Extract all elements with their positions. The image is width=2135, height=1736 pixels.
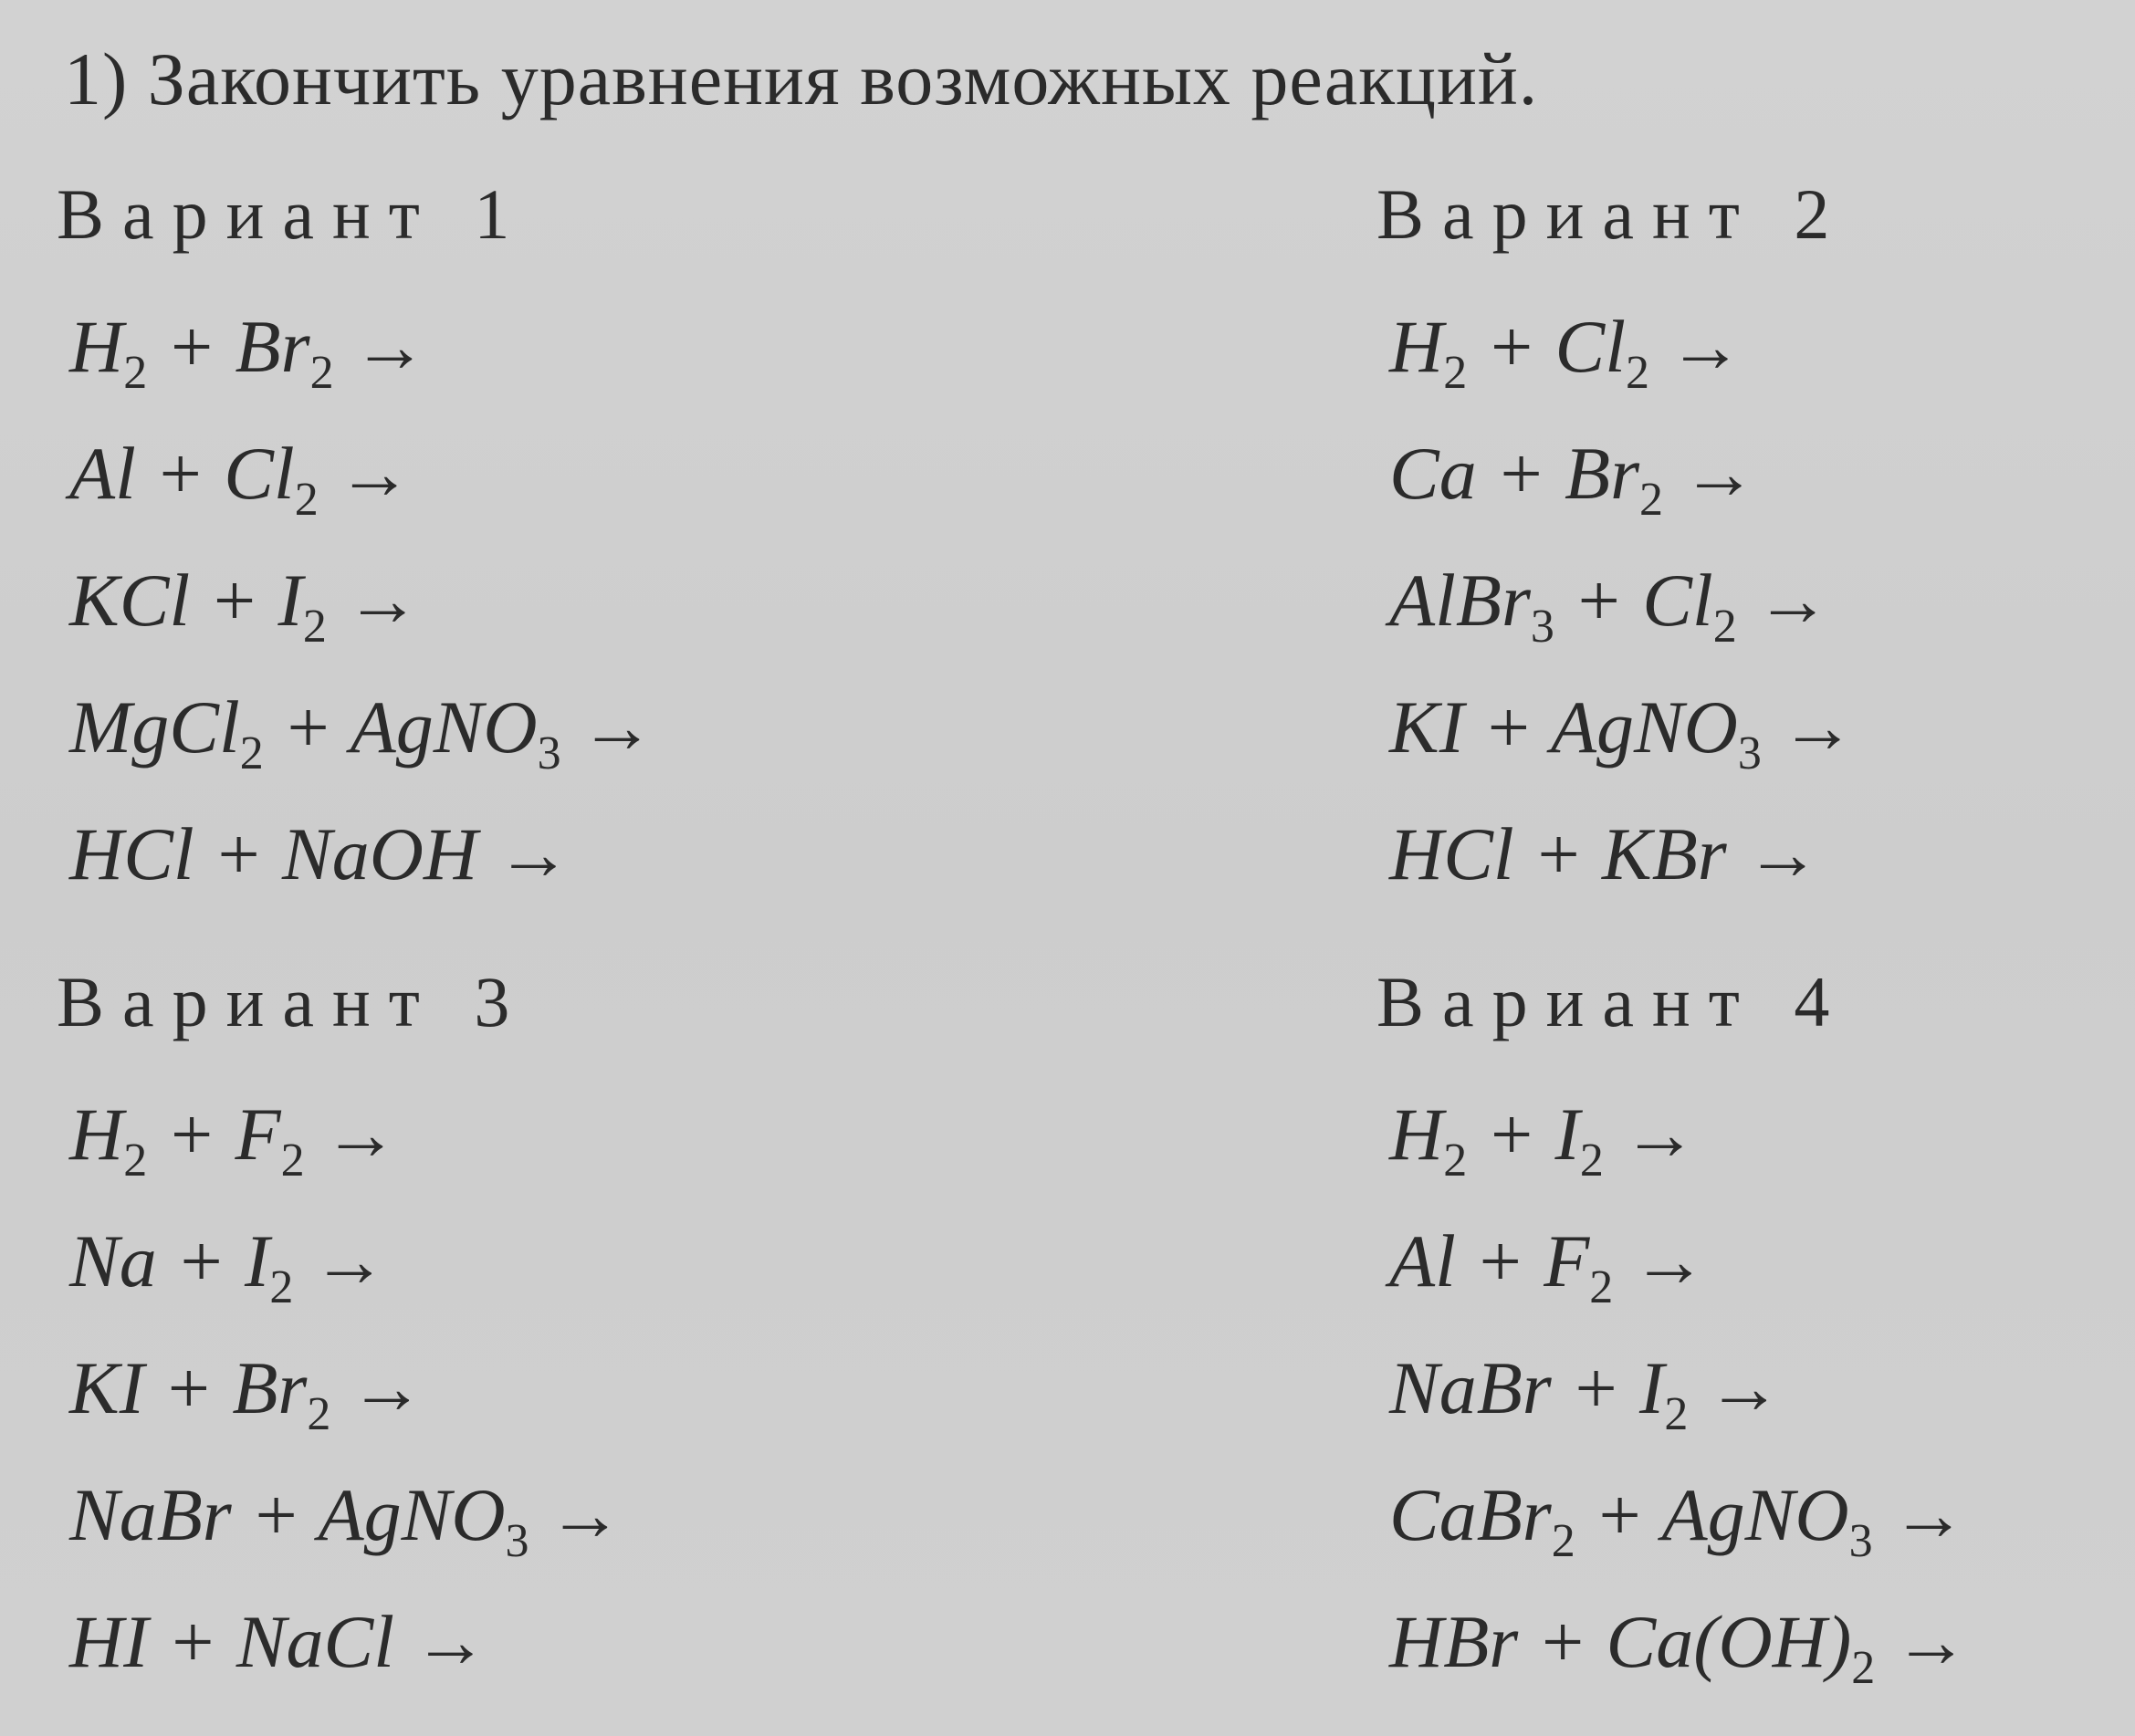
equation: AlBr$_3$ + $Cl_2$ →: [1389, 559, 1831, 654]
equation-list: [57, 1084, 969, 1719]
equation: $H_2 + Cl_2$ →: [1389, 305, 1743, 400]
variant-heading: Вариант 4: [1376, 962, 1848, 1041]
equation: MgCl$_2$ + AgNO$_3$ →: [69, 685, 655, 780]
equation-list: [57, 297, 969, 931]
equation: $Na + I_2$ →: [69, 1219, 387, 1314]
equation: NaBr + $I_2$ →: [1389, 1346, 1782, 1441]
variant-heading: Вариант 3: [57, 962, 529, 1041]
equation: KI + AgNO$_3$ →: [1389, 685, 1856, 780]
equation-list: [1376, 297, 2135, 931]
variant-2: [1376, 169, 2135, 931]
equation: $H_2 + I_2$ →: [1389, 1093, 1698, 1187]
equation: HCl + KBr →: [1389, 812, 1821, 895]
equation: $H_2 + Br_2$ →: [69, 305, 428, 400]
equation: HBr + $Ca(OH)_2$ →: [1389, 1600, 1969, 1695]
variant-1: [57, 169, 969, 931]
equation: KCl + $I_2$ →: [69, 559, 421, 654]
equation: HCl + NaOH →: [69, 812, 571, 895]
equation: $Al + F_2$ →: [1389, 1219, 1707, 1314]
equation: HI + NaCl →: [69, 1600, 488, 1683]
task-title: 1) Закончить уравнения возможных реакций.: [64, 37, 1539, 120]
equation: $Ca + Br_2$ →: [1389, 432, 1757, 527]
equation: KI + $Br_2$ →: [69, 1346, 424, 1441]
equation: $H_2 + F_2$ →: [69, 1093, 399, 1187]
variant-4: [1376, 957, 2135, 1719]
equation: NaBr + AgNO$_3$ →: [69, 1473, 623, 1568]
variant-3: [57, 957, 969, 1719]
variant-heading: Вариант 2: [1376, 174, 1848, 254]
equation-list: [1376, 1084, 2135, 1719]
equation: $Al + Cl_2$ →: [69, 432, 413, 527]
variant-heading: Вариант 1: [57, 174, 529, 254]
equation: CaBr$_2$ + AgNO$_3$ →: [1389, 1473, 1967, 1568]
